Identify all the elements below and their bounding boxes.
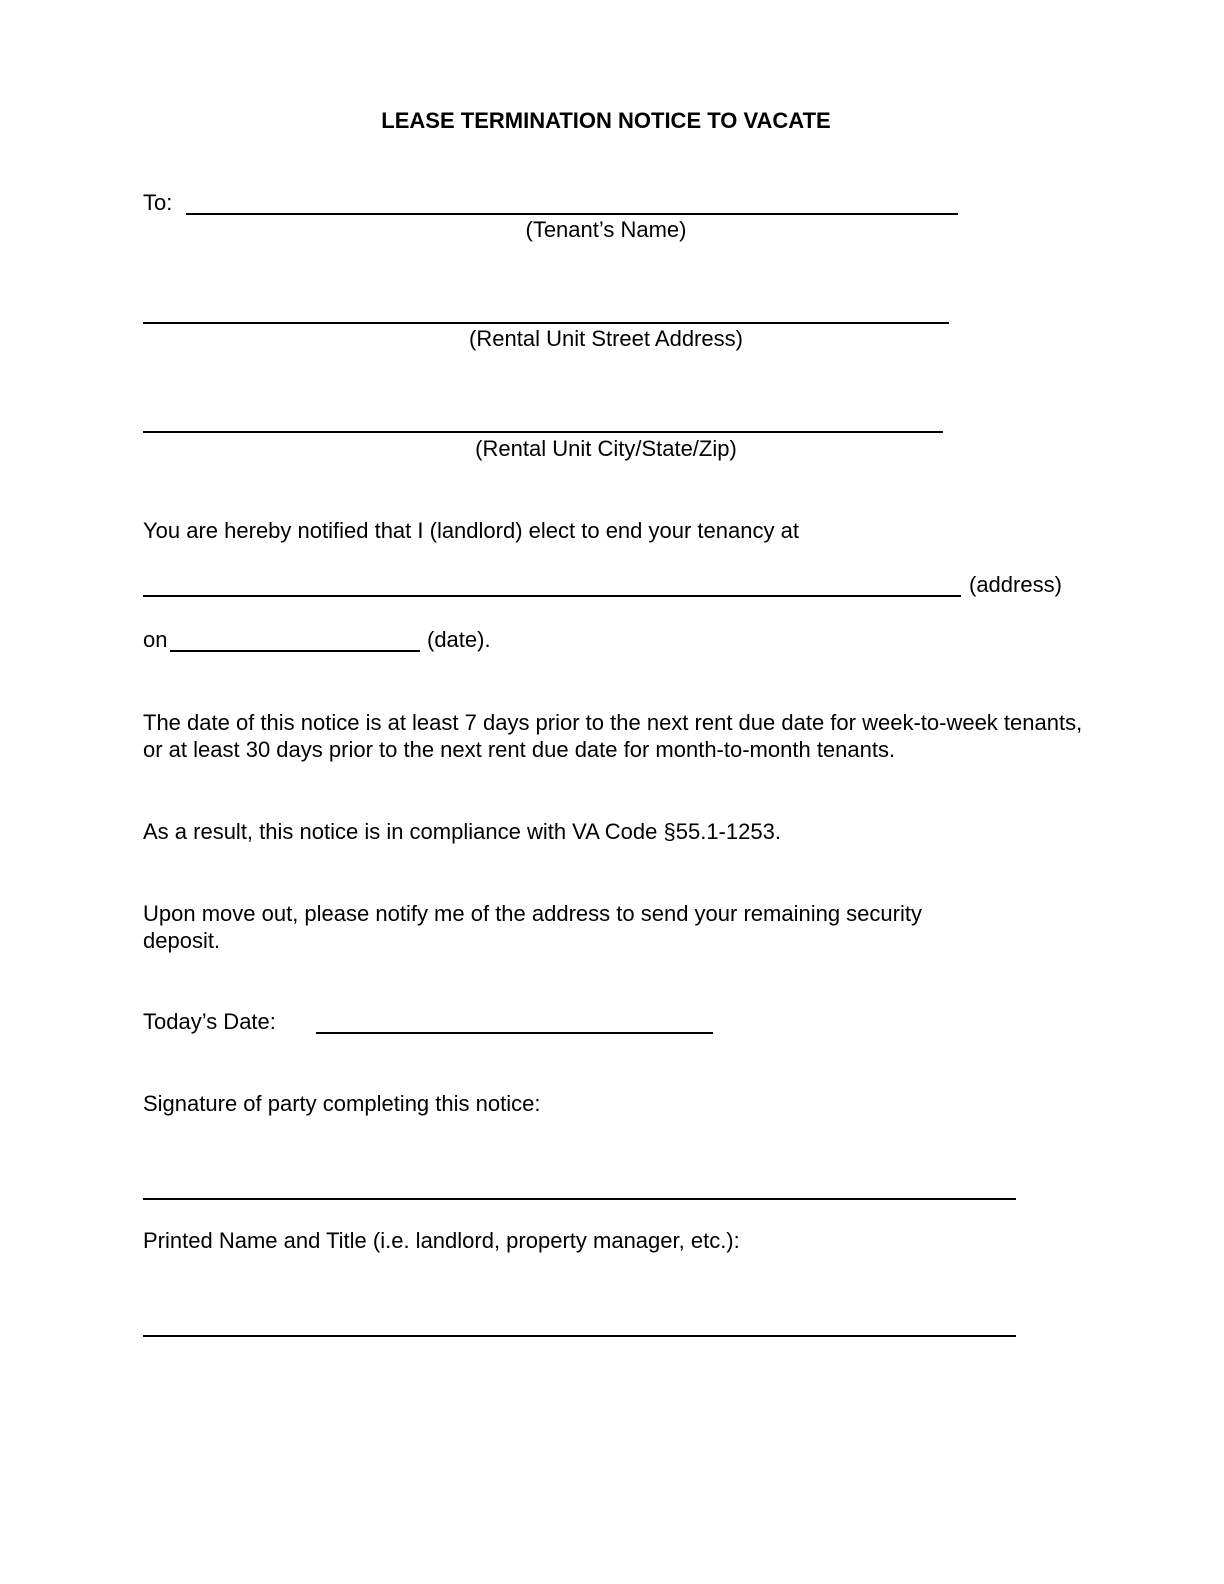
notice-period-paragraph: The date of this notice is at least 7 days prior to the next rent due date for week-to-week tenants, or at least 30 days prior to the next rent due date for month-to-month tenants. (143, 710, 1083, 762)
tenant-name-caption: (Tenant’s Name) (525, 217, 687, 242)
printed-name-field[interactable] (143, 1335, 1016, 1337)
date-suffix-label: (date). (427, 627, 491, 652)
tenant-name-field[interactable] (186, 213, 958, 215)
signature-label: Signature of party completing this notice: (143, 1091, 541, 1116)
notice-intro-text: You are hereby notified that I (landlord) elect to end your tenancy at (143, 518, 799, 543)
deposit-paragraph: Upon move out, please notify me of the address to send your remaining security deposit. (143, 901, 922, 953)
termination-date-field[interactable] (170, 650, 420, 652)
on-label: on (143, 627, 168, 652)
street-address-caption: (Rental Unit Street Address) (469, 326, 743, 351)
street-address-field[interactable] (143, 322, 949, 324)
printed-name-label: Printed Name and Title (i.e. landlord, property manager, etc.): (143, 1228, 740, 1253)
todays-date-field[interactable] (316, 1032, 713, 1034)
signature-field[interactable] (143, 1198, 1016, 1200)
tenancy-address-field[interactable] (143, 595, 961, 597)
to-label: To: (143, 190, 173, 215)
document-title: LEASE TERMINATION NOTICE TO VACATE (381, 108, 831, 133)
todays-date-label: Today’s Date: (143, 1009, 276, 1034)
city-state-zip-field[interactable] (143, 431, 943, 433)
compliance-paragraph: As a result, this notice is in compliance with VA Code §55.1-1253. (143, 819, 781, 844)
city-state-zip-caption: (Rental Unit City/State/Zip) (475, 436, 737, 461)
address-suffix-label: (address) (969, 572, 1062, 597)
